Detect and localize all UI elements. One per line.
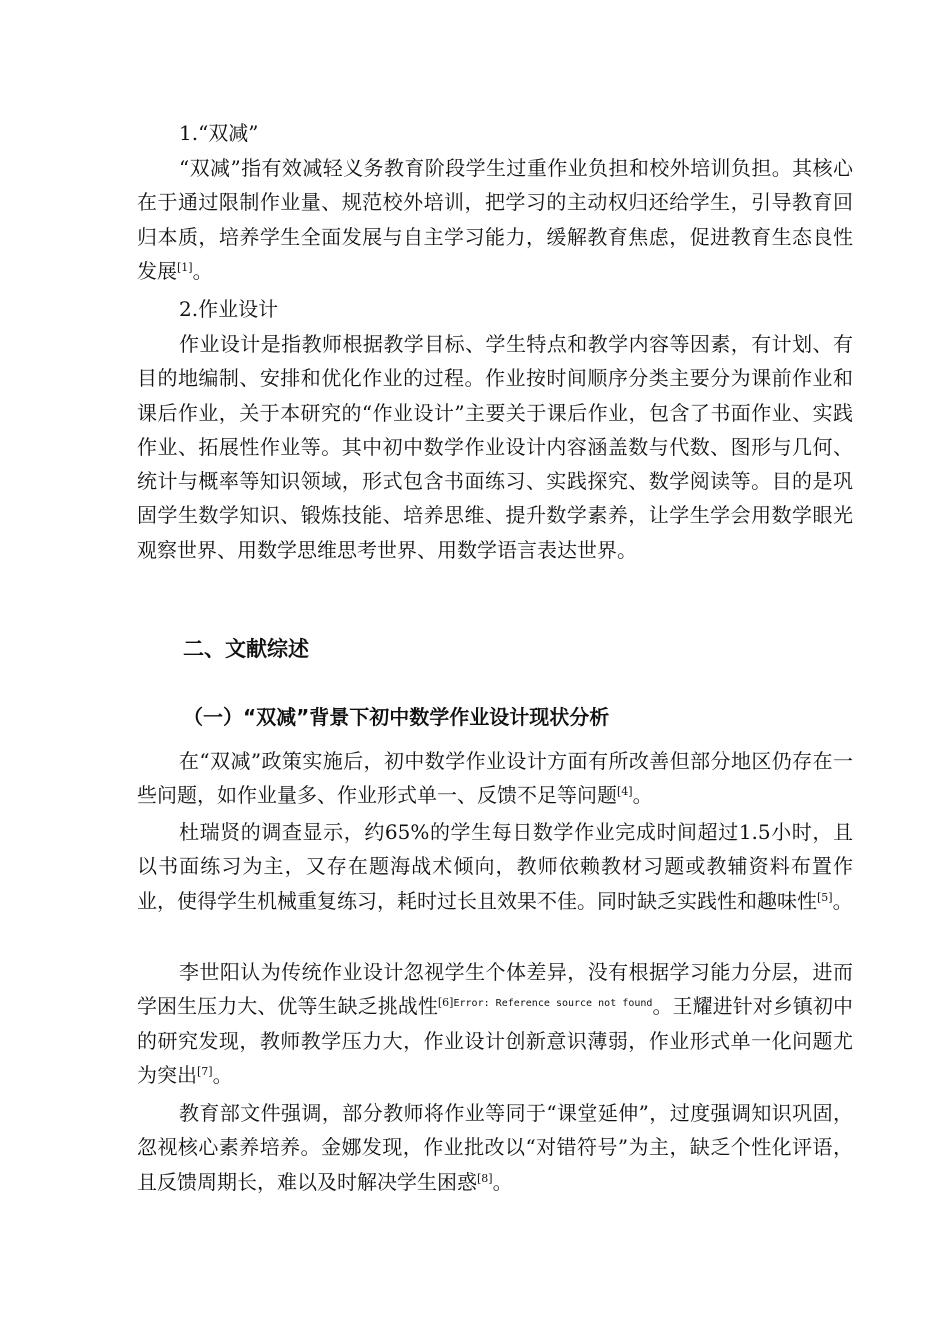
- term1-text: “双减”指有效减轻义务教育阶段学生过重作业负担和校外培训负担。其核心在于通过限制作业量、规范校外培训，把学习的主动权归还给学生，引导教育回归本质，培养学生全面发展与自主学习能力，缓解教育焦虑，促进教育生态良性发展: [137, 156, 853, 283]
- term2-heading: 2.作业设计: [179, 297, 279, 321]
- review-p1-text: 在“双减”政策实施后，初中数学作业设计方面有所改善但部分地区仍存在一些问题，如作业量多、作业形式单一、反馈不足等问题: [137, 749, 853, 808]
- review-p3-tail: 。: [212, 1062, 233, 1087]
- citation-8[interactable]: [8]: [477, 1171, 493, 1185]
- review-paragraph-1: [137, 744, 853, 813]
- review-p1-tail: 。: [632, 783, 653, 808]
- review-p2-tail: 。: [832, 888, 853, 913]
- subsection-heading-status-analysis: （一）“双减”背景下初中数学作业设计现状分析: [183, 705, 610, 729]
- review-p3-text-b: 。王耀进针对乡镇初中的研究发现，教师教学压力大，作业设计创新意识薄弱，作业形式单一化问题尤为突出: [137, 994, 853, 1087]
- review-p3-text-a: 李世阳认为传统作业设计忽视学生个体差异，没有根据学习能力分层，进而学困生压力大、优等生缺乏挑战性: [137, 960, 853, 1019]
- review-paragraph-3: [137, 955, 853, 1092]
- review-paragraph-2: [137, 815, 853, 918]
- review-p4-tail: 。: [492, 1169, 513, 1194]
- review-p2-text: 杜瑞贤的调查显示，约65%的学生每日数学作业完成时间超过1.5小时，且以书面练习为主，又存在题海战术倾向，教师依赖教材习题或教辅资料布置作业，使得学生机械重复练习，耗时过长且效果不佳。同时缺乏实践性和趣味性: [137, 820, 853, 913]
- citation-1[interactable]: [1]: [177, 260, 193, 274]
- term2-text: 作业设计是指教师根据教学目标、学生特点和教学内容等因素，有计划、有目的地编制、安排和优化作业的过程。作业按时间顺序分类主要分为课前作业和课后作业，关于本研究的“作业设计”主要关于课后作业，包含了书面作业、实践作业、拓展性作业等。其中初中数学作业设计内容涵盖数与代数、图形与几何、统计与概率等知识领域，形式包含书面练习、实践探究、数学阅读等。目的是巩固学生数学知识、锻炼技能、培养思维、提升数学素养，让学生学会用数学眼光观察世界、用数学思维思考世界、用数学语言表达世界。: [137, 332, 853, 562]
- review-paragraph-4: [137, 1096, 853, 1199]
- citation-7[interactable]: [7]: [197, 1064, 213, 1078]
- review-p4-text: 教育部文件强调，部分教师将作业等同于“课堂延伸”，过度强调知识巩固，忽视核心素养培养。金娜发现，作业批改以“对错符号”为主，缺乏个性化评语，且反馈周期长，难以及时解决学生困惑: [137, 1101, 853, 1194]
- citation-5[interactable]: [5]: [817, 890, 833, 904]
- citation-6[interactable]: [6]: [437, 996, 454, 1010]
- term2-paragraph: [137, 327, 853, 567]
- citation-4[interactable]: [4]: [617, 785, 633, 799]
- reference-error-text: Error: Reference source not found: [453, 998, 653, 1010]
- term1-paragraph: [137, 151, 853, 288]
- term1-heading: 1.“双减”: [179, 121, 259, 145]
- term1-tail: 。: [192, 258, 213, 283]
- section-heading-literature-review: 二、文献综述: [183, 637, 309, 661]
